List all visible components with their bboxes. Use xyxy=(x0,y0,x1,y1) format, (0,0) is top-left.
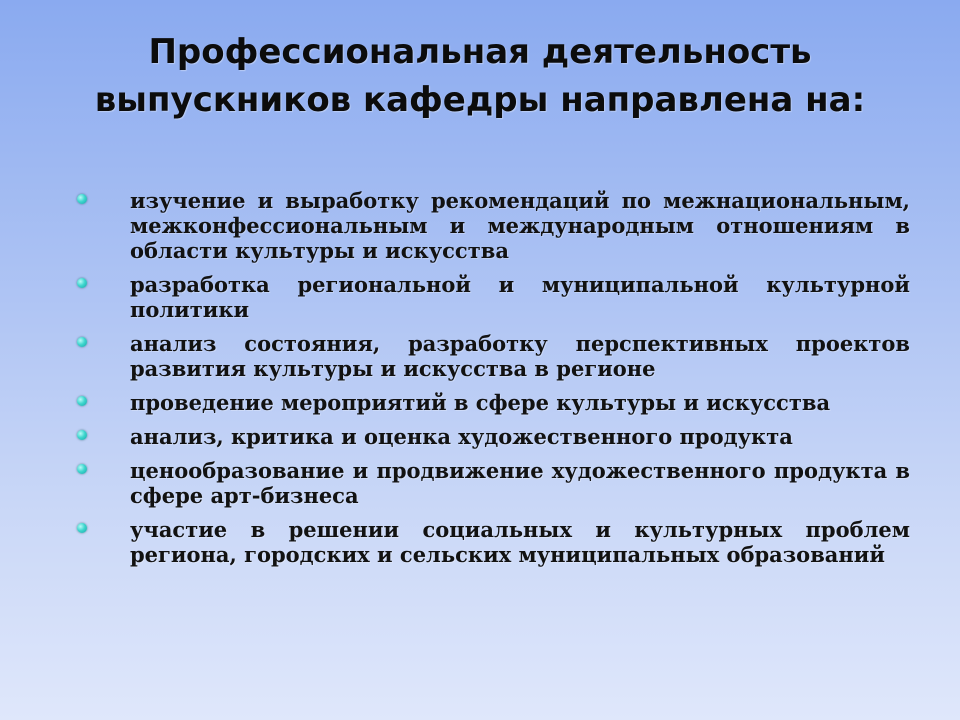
list-item-text: изучение и выработку рекомендаций по межнациональным, межконфессиональным и международным отношениям в области культуры и искусства xyxy=(130,188,910,263)
list-item xyxy=(60,424,910,449)
list-item-text: разработка региональной и муниципальной культурной политики xyxy=(130,272,910,322)
bullet-icon xyxy=(77,430,87,440)
slide-title xyxy=(60,28,900,124)
list-item xyxy=(60,272,910,322)
bullet-icon xyxy=(77,523,87,533)
list-item-text: анализ состояния, разработку перспективных проектов развития культуры и искусства в регионе xyxy=(130,331,910,381)
list-item xyxy=(60,188,910,263)
bullet-icon xyxy=(77,464,87,474)
list-item xyxy=(60,331,910,381)
slide-title-line-1: Профессиональная деятельность xyxy=(148,32,812,72)
bullet-icon xyxy=(77,337,87,347)
bullet-list xyxy=(60,188,910,576)
list-item-text: ценообразование и продвижение художественного продукта в сфере арт-бизнеса xyxy=(130,458,910,508)
slide-title-line-2: выпускников кафедры направлена на: xyxy=(94,80,866,120)
list-item-text: проведение мероприятий в сфере культуры и искусства xyxy=(130,390,831,415)
list-item xyxy=(60,458,910,508)
list-item xyxy=(60,390,910,415)
list-item xyxy=(60,517,910,567)
list-item-text: участие в решении социальных и культурных проблем региона, городских и сельских муниципальных образований xyxy=(130,517,910,567)
bullet-icon xyxy=(77,194,87,204)
bullet-icon xyxy=(77,396,87,406)
bullet-icon xyxy=(77,278,87,288)
list-item-text: анализ, критика и оценка художественного продукта xyxy=(130,424,793,449)
